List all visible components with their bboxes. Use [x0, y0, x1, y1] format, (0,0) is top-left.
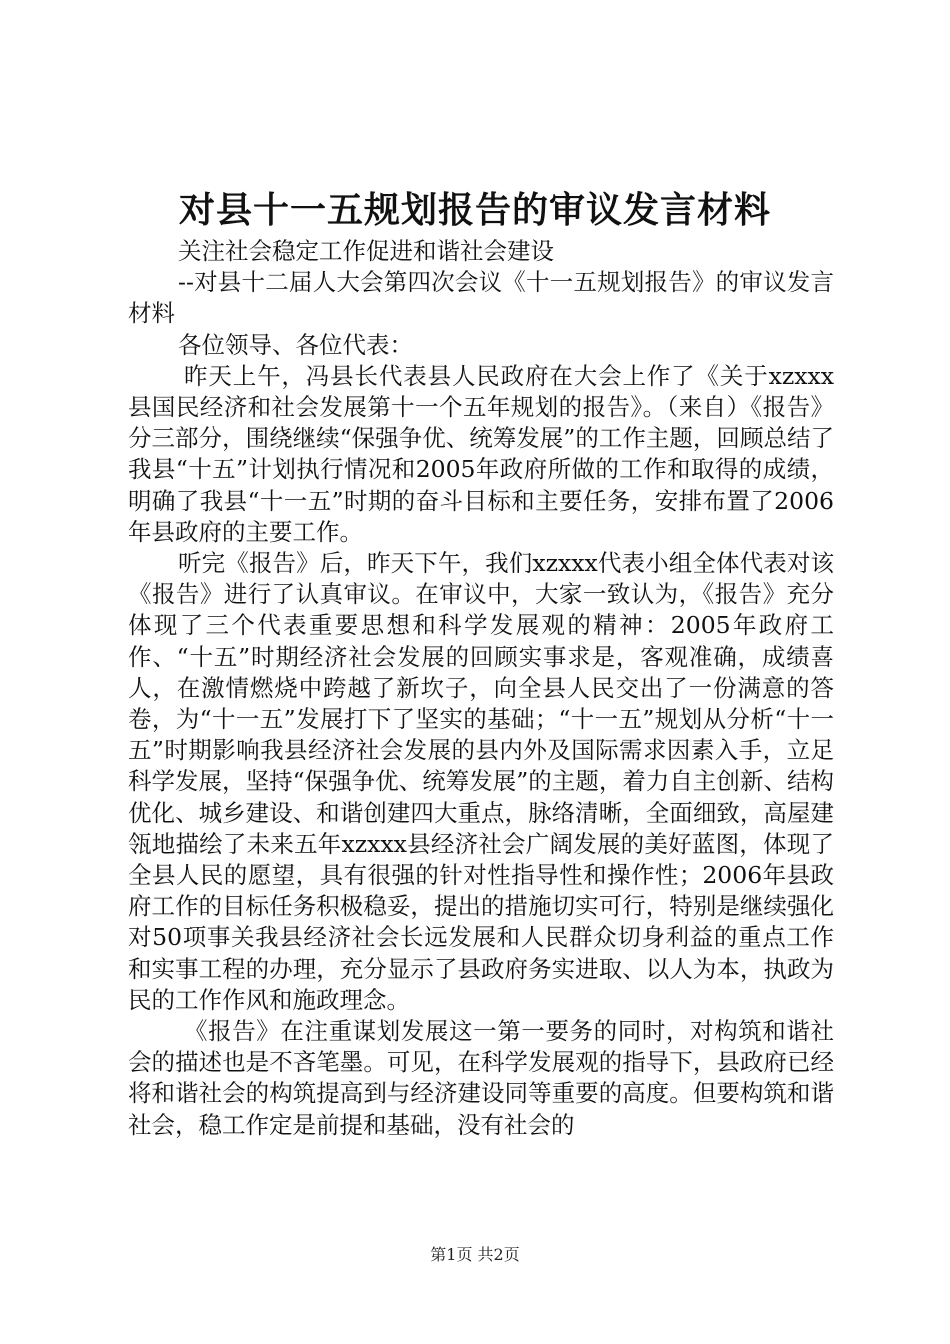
subtitle-line: 关注社会稳定工作促进和谐社会建设	[178, 237, 554, 265]
paragraph-1: 昨天上午，冯县长代表县人民政府在大会上作了《关于xzxxx县国民经济和社会发展第十一个五年规划的报告》。（来自）《报告》分三部分，围绕继续“保强争优、统筹发展”的工作主题，回顾总结了我县“十五”计划执行情况和2005年政府所做的工作和取得的成绩，明确了我县“十一五”时期的奋斗目标和主要任务，安排布置了2006年县政府的主要工作。	[128, 361, 834, 546]
document-body	[128, 236, 834, 1141]
page-footer: 第1页 共2页	[430, 1245, 520, 1264]
salutation: 各位领导、各位代表：	[178, 330, 413, 359]
paragraph-3: 《报告》在注重谋划发展这一第一要务的同时，对构筑和谐社会的描述也是不吝笔墨。可见，在科学发展观的指导下，县政府已经将和谐社会的构筑提高到与经济建设同等重要的高度。但要构筑和谐社会，稳工作定是前提和基础，没有社会的	[128, 1017, 834, 1139]
paragraph-2: 听完《报告》后，昨天下午，我们xzxxx代表小组全体代表对该《报告》进行了认真审议。在审议中，大家一致认为，《报告》充分体现了三个代表重要思想和科学发展观的精神：2005年政府工作、“十五”时期经济社会发展的回顾实事求是，客观准确，成绩喜人，在激情燃烧中跨越了新坎子，向全县人民交出了一份满意的答卷，为“十一五”发展打下了坚实的基础；“十一五”规划从分析“十一五”时期影响我县经济社会发展的县内外及国际需求因素入手，立足科学发展，坚持“保强争优、统筹发展”的主题，着力自主创新、结构优化、城乡建设、和谐创建四大重点，脉络清晰，全面细致，高屋建瓴地描绘了未来五年xzxxx县经济社会广阔发展的美好蓝图，体现了全县人民的愿望，具有很强的针对性指导性和操作性；2006年县政府工作的目标任务积极稳妥，提出的措施切实可行，特别是继续强化对50项事关我县经济社会长远发展和人民群众切身利益的重点工作和实事工程的办理，充分显示了县政府务实进取、以人为本，执政为民的工作作风和施政理念。	[128, 549, 834, 1014]
document-title: 对县十一五规划报告的审议发言材料	[178, 189, 771, 231]
subtitle-dash-line: --对县十二届人大会第四次会议《十一五规划报告》的审议发言材料	[128, 268, 834, 328]
